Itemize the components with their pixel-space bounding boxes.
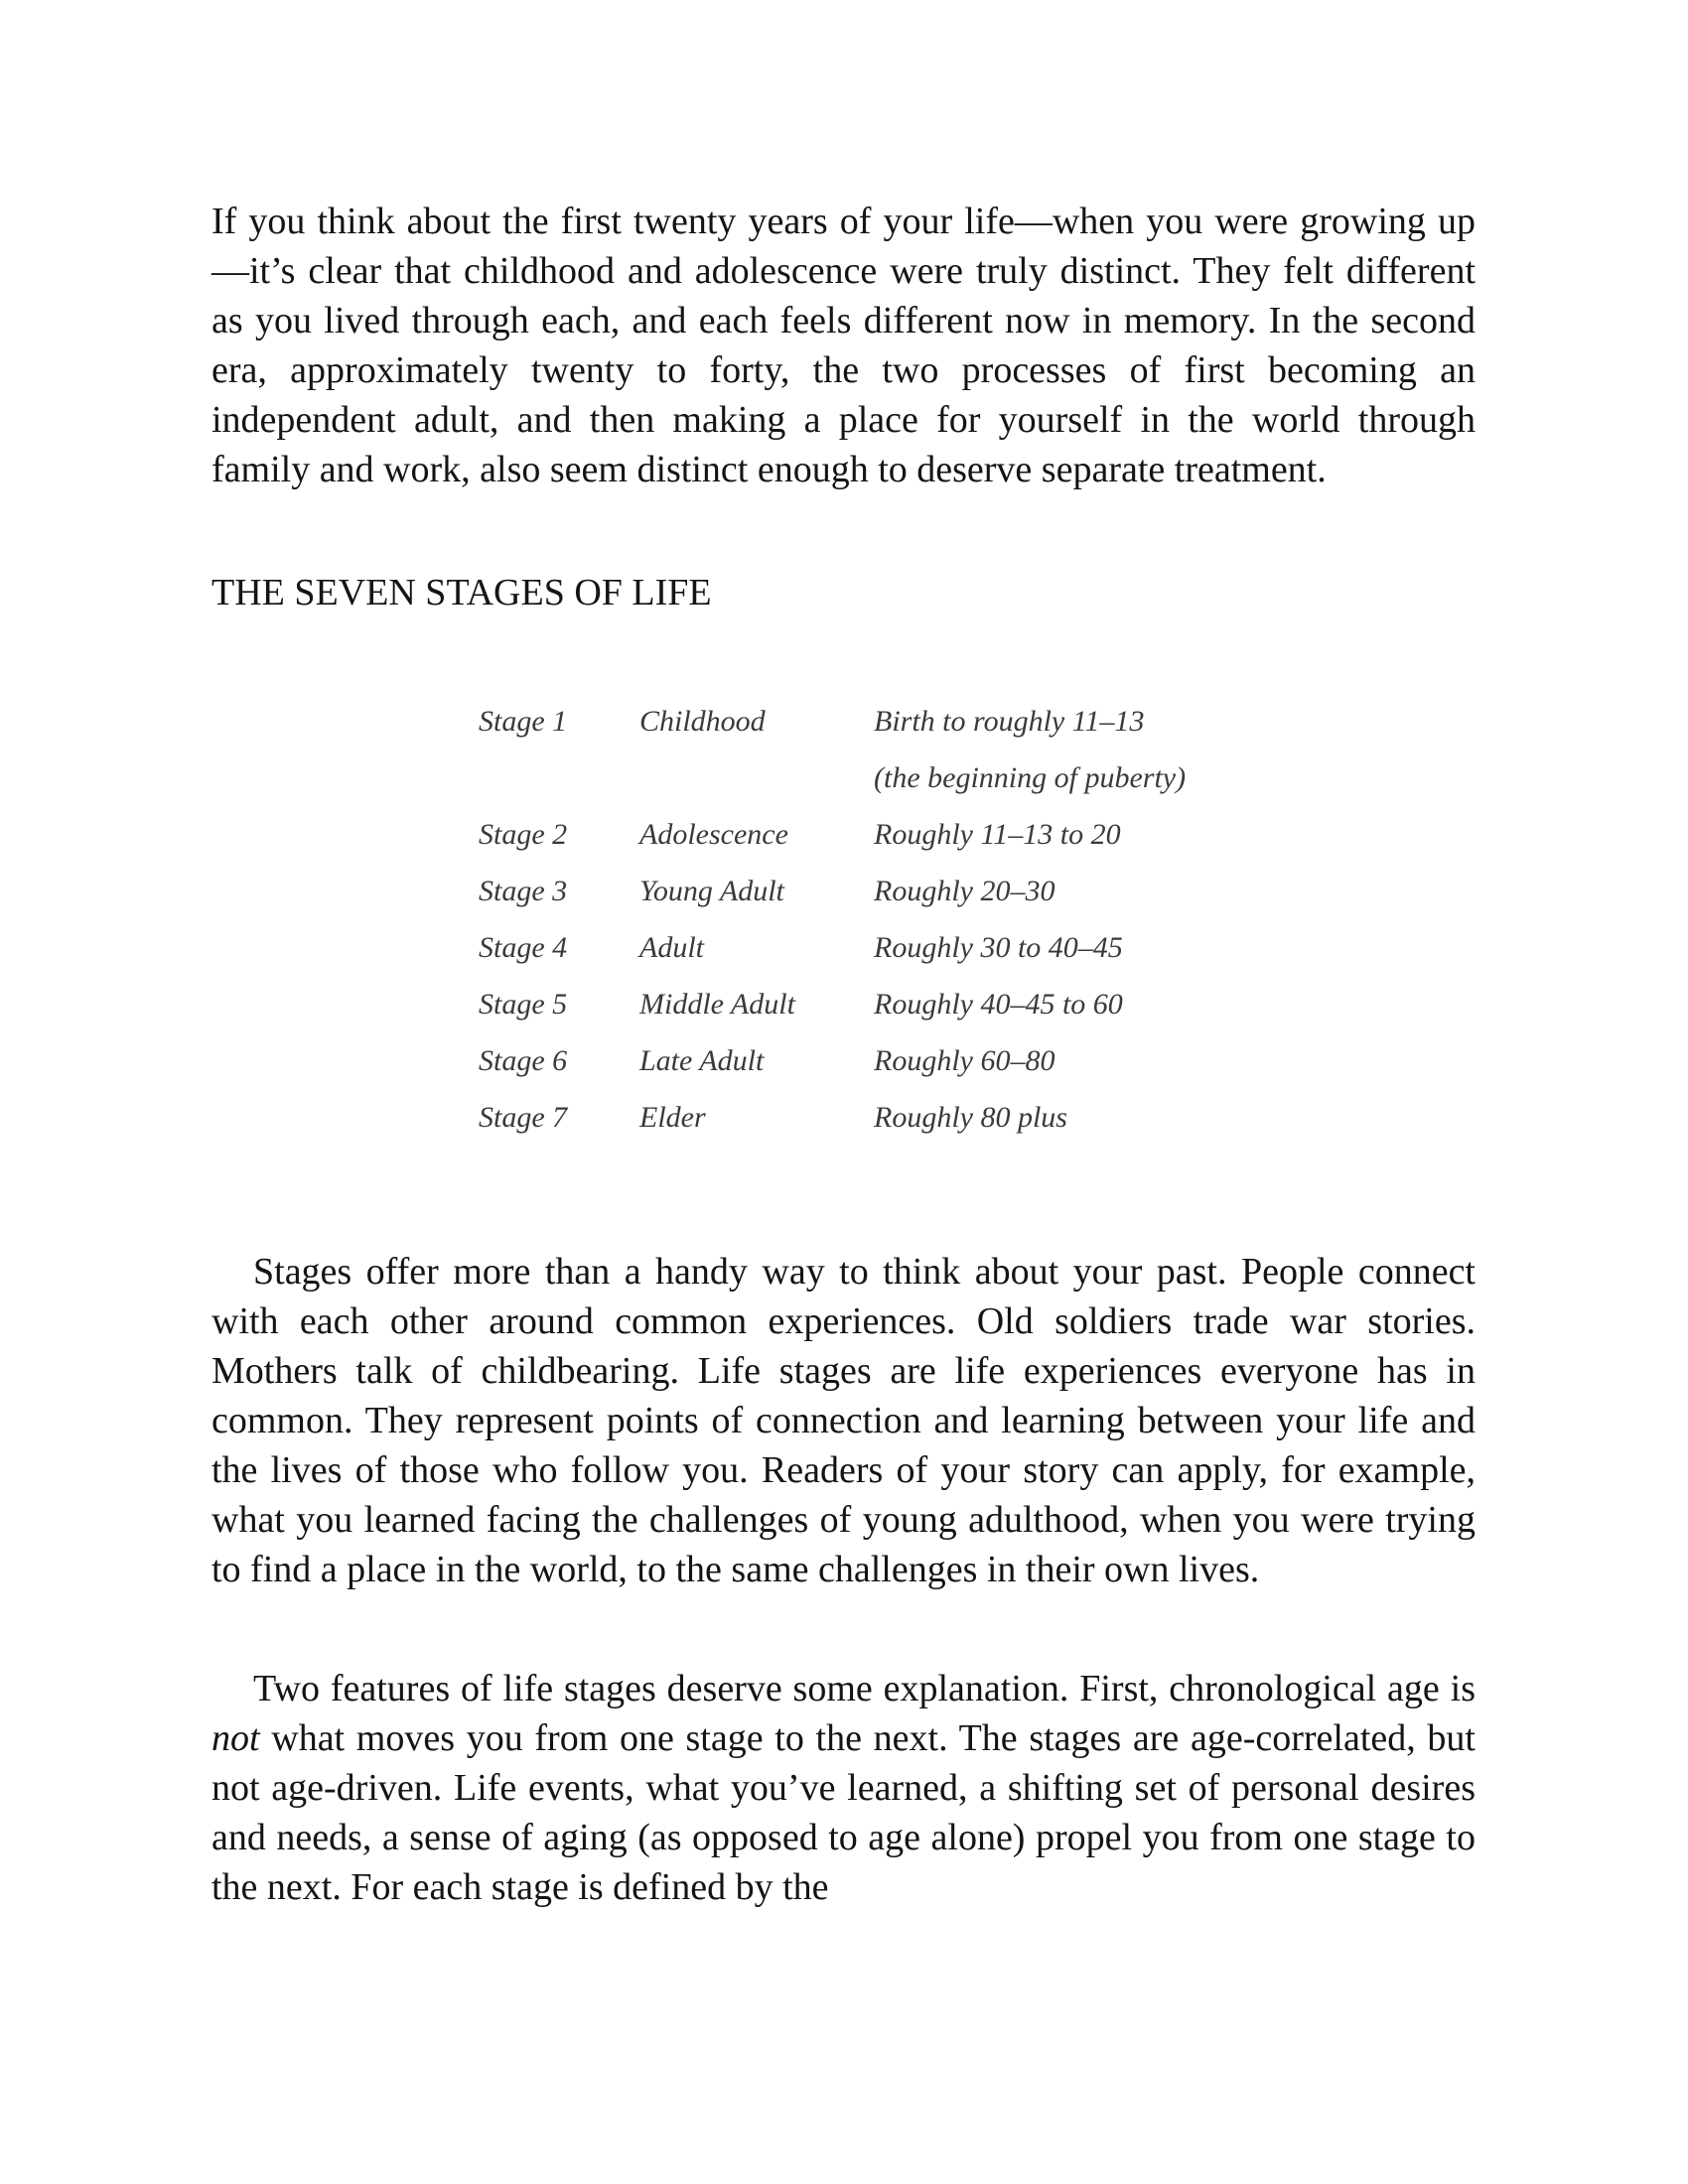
life-stages-table [479,693,1231,1146]
body-paragraph-2: Stages offer more than a handy way to think about your past. People connect with each other around common experiences. Old soldiers trade war stories. Mothers talk of childbearing. Life stages are life experiences everyone has in common. They represent points of connection and learning between your life and the lives of those who follow you. Readers of your story can apply, for example, what you learned facing the challenges of young adulthood, when you were trying to find a place in the world, to the same challenges in their own lives. [211,1251,1476,1590]
stage-age-cell: Roughly 20–30 [874,875,1055,907]
stage-name-cell: Young Adult [639,875,784,907]
stage-number-cell: Stage 4 [479,931,568,964]
stage-name-cell: Adult [639,931,704,964]
section-heading: THE SEVEN STAGES OF LIFE [211,572,712,614]
stage-name-cell: Middle Adult [639,988,795,1021]
table-row [479,919,1231,976]
stage-age-cell: Roughly 11–13 to 20 [874,818,1121,851]
stage-number-cell [479,750,639,806]
stage-name-cell: Late Adult [639,1044,765,1077]
stage-number-cell: Stage 7 [479,1101,568,1134]
stage-age-cell: Roughly 60–80 [874,1044,1055,1077]
paragraph-3-text-end: what moves you from one stage to the next. The stages are age-correlated, but not age-driven. Life events, what you’ve learned, a shifting set of personal desires and needs, a sense of aging (as opposed to age alone) propel you from one stage to the next. For each stage is defined by the [211,1717,1476,1908]
stage-age-cell: Roughly 40–45 to 60 [874,988,1123,1021]
table-row [479,976,1231,1032]
stage-number-cell: Stage 2 [479,818,568,851]
stage-age-cell: Birth to roughly 11–13 [874,705,1145,738]
body-paragraph-3 [211,1664,1476,1912]
stage-number-cell: Stage 5 [479,988,568,1021]
stage-number-cell: Stage 1 [479,705,568,738]
stage-name-cell: Adolescence [639,818,788,851]
stage-name-cell: Elder [639,1101,706,1134]
table-row [479,1089,1231,1146]
paragraph-3-text-start: Two features of life stages deserve some explanation. First, chronological age is [253,1668,1476,1709]
stage-age-cell: Roughly 30 to 40–45 [874,931,1123,964]
stage-age-cell: (the beginning of puberty) [874,761,1187,794]
table-row [479,1032,1231,1089]
table-row [479,863,1231,919]
table-row [479,806,1231,863]
stage-name-cell [639,750,874,806]
emphasized-word: not [211,1717,260,1759]
table-row [479,750,1231,806]
stage-number-cell: Stage 3 [479,875,568,907]
stage-age-cell: Roughly 80 plus [874,1101,1067,1134]
body-paragraph-1: If you think about the first twenty years of your life—when you were growing up—it’s clear that childhood and adolescence were truly distinct. They felt different as you lived through each, and each feels different now in memory. In the second era, approximately twenty to forty, the two processes of first becoming an independent adult, and then making a place for yourself in the world through family and work, also seem distinct enough to deserve separate treatment. [211,201,1476,490]
table-row [479,693,1231,750]
stage-name-cell: Childhood [639,705,766,738]
stage-number-cell: Stage 6 [479,1044,568,1077]
